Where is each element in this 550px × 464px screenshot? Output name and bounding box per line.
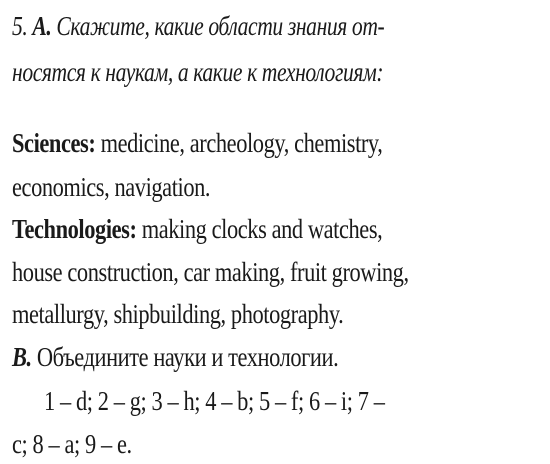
technologies-list-middle: house construction, car making, fruit growing, <box>12 257 409 287</box>
part-b-instruction: Объедините науки и технологии. <box>36 342 339 372</box>
technologies-list-end: metallurgy, shipbuilding, photography. <box>12 299 344 329</box>
technologies-line-3 <box>12 298 343 330</box>
exercise-5a-line-2 <box>12 56 383 88</box>
technologies-line-2 <box>12 256 409 288</box>
part-a-question-start: Скажите, какие области знания от- <box>56 11 385 41</box>
sciences-list-start: medicine, archeology, chemistry, <box>100 128 383 158</box>
answers-start: 1 – d; 2 – g; 3 – h; 4 – b; 5 – f; 6 – i; 7 – <box>44 386 385 416</box>
technologies-label: Technologies: <box>12 214 137 244</box>
exercise-5a-line-1 <box>12 10 384 42</box>
answers-line-2 <box>12 428 132 460</box>
sciences-label: Sciences: <box>12 128 96 158</box>
exercise-number: 5. <box>12 11 28 41</box>
sciences-line-2 <box>12 171 210 203</box>
part-a-letter: A. <box>32 11 52 41</box>
sciences-list-end: economics, navigation. <box>12 172 211 202</box>
answers-line-1 <box>44 385 385 417</box>
part-b-letter: B. <box>12 342 32 372</box>
part-b-line <box>12 341 338 373</box>
sciences-line-1 <box>12 127 382 159</box>
answers-end: c; 8 – a; 9 – e. <box>12 429 132 459</box>
part-a-question-end: носятся к наукам, а какие к технологиям: <box>12 57 384 87</box>
technologies-list-start: making clocks and watches, <box>141 214 383 244</box>
technologies-line-1 <box>12 213 382 245</box>
